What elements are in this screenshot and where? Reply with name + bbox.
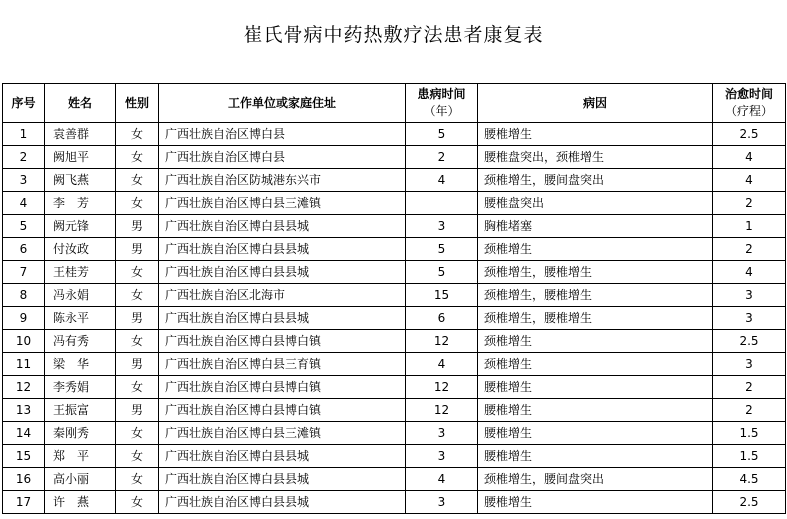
table-row bbox=[3, 353, 786, 376]
row-index: 16 bbox=[3, 468, 45, 491]
row-duration: 12 bbox=[406, 399, 478, 422]
row-name: 梁 华 bbox=[45, 353, 116, 376]
row-index: 2 bbox=[3, 146, 45, 169]
row-gender: 女 bbox=[116, 123, 159, 146]
row-index: 10 bbox=[3, 330, 45, 353]
row-name: 郑 平 bbox=[45, 445, 116, 468]
row-duration: 4 bbox=[406, 468, 478, 491]
row-address: 广西壮族自治区博白县县城 bbox=[159, 261, 406, 284]
row-address: 广西壮族自治区博白县县城 bbox=[159, 307, 406, 330]
row-duration bbox=[406, 192, 478, 215]
row-name: 袁善群 bbox=[45, 123, 116, 146]
row-address: 广西壮族自治区博白县县城 bbox=[159, 468, 406, 491]
row-index: 3 bbox=[3, 169, 45, 192]
patient-table bbox=[2, 83, 786, 514]
row-cure: 3 bbox=[713, 353, 786, 376]
row-index: 8 bbox=[3, 284, 45, 307]
row-duration: 4 bbox=[406, 353, 478, 376]
row-address: 广西壮族自治区博白县县城 bbox=[159, 238, 406, 261]
row-cause: 颈椎增生，腰间盘突出 bbox=[478, 169, 713, 192]
row-gender: 男 bbox=[116, 399, 159, 422]
row-duration: 2 bbox=[406, 146, 478, 169]
header-index: 序号 bbox=[3, 84, 45, 123]
table-row bbox=[3, 284, 786, 307]
row-index: 17 bbox=[3, 491, 45, 514]
row-gender: 女 bbox=[116, 491, 159, 514]
row-address: 广西壮族自治区博白县博白镇 bbox=[159, 399, 406, 422]
row-address: 广西壮族自治区博白县县城 bbox=[159, 215, 406, 238]
row-name: 王振富 bbox=[45, 399, 116, 422]
row-cure: 2 bbox=[713, 238, 786, 261]
header-address: 工作单位或家庭住址 bbox=[159, 84, 406, 123]
row-name: 王桂芳 bbox=[45, 261, 116, 284]
row-name: 冯永娟 bbox=[45, 284, 116, 307]
row-cause: 颈椎增生 bbox=[478, 330, 713, 353]
row-cause: 腰椎增生 bbox=[478, 376, 713, 399]
row-name: 高小丽 bbox=[45, 468, 116, 491]
table-row bbox=[3, 169, 786, 192]
row-cure: 4 bbox=[713, 261, 786, 284]
row-duration: 12 bbox=[406, 376, 478, 399]
row-gender: 女 bbox=[116, 445, 159, 468]
table-row bbox=[3, 376, 786, 399]
row-name: 冯有秀 bbox=[45, 330, 116, 353]
row-duration: 12 bbox=[406, 330, 478, 353]
row-index: 11 bbox=[3, 353, 45, 376]
table-row bbox=[3, 445, 786, 468]
row-cause: 腰椎增生 bbox=[478, 422, 713, 445]
row-gender: 女 bbox=[116, 376, 159, 399]
header-cause: 病因 bbox=[478, 84, 713, 123]
row-gender: 男 bbox=[116, 215, 159, 238]
table-row bbox=[3, 422, 786, 445]
row-address: 广西壮族自治区防城港东兴市 bbox=[159, 169, 406, 192]
row-address: 广西壮族自治区博白县三滩镇 bbox=[159, 192, 406, 215]
row-address: 广西壮族自治区博白县三滩镇 bbox=[159, 422, 406, 445]
table-row bbox=[3, 261, 786, 284]
row-name: 付汝政 bbox=[45, 238, 116, 261]
row-gender: 女 bbox=[116, 261, 159, 284]
row-name: 许 燕 bbox=[45, 491, 116, 514]
header-duration-label: 患病时间 bbox=[417, 87, 466, 101]
row-cause: 腰椎盘突出 bbox=[478, 192, 713, 215]
row-cause: 腰椎增生 bbox=[478, 123, 713, 146]
row-duration: 3 bbox=[406, 215, 478, 238]
row-duration: 5 bbox=[406, 123, 478, 146]
row-name: 阙旭平 bbox=[45, 146, 116, 169]
row-cause: 腰椎增生 bbox=[478, 445, 713, 468]
row-cause: 颈椎增生，腰椎增生 bbox=[478, 261, 713, 284]
table-row bbox=[3, 307, 786, 330]
row-cause: 颈椎增生，腰椎增生 bbox=[478, 284, 713, 307]
row-index: 12 bbox=[3, 376, 45, 399]
row-cure: 2.5 bbox=[713, 123, 786, 146]
row-cure: 2 bbox=[713, 376, 786, 399]
row-cure: 3 bbox=[713, 307, 786, 330]
table-row bbox=[3, 468, 786, 491]
row-index: 4 bbox=[3, 192, 45, 215]
row-index: 7 bbox=[3, 261, 45, 284]
row-cause: 腰椎增生 bbox=[478, 491, 713, 514]
row-cure: 4 bbox=[713, 169, 786, 192]
row-name: 李 芳 bbox=[45, 192, 116, 215]
row-cause: 颈椎增生，腰椎增生 bbox=[478, 307, 713, 330]
header-cure-label: 治愈时间 bbox=[724, 87, 773, 101]
row-gender: 男 bbox=[116, 238, 159, 261]
row-cure: 1 bbox=[713, 215, 786, 238]
row-gender: 女 bbox=[116, 284, 159, 307]
row-cure: 4 bbox=[713, 146, 786, 169]
row-duration: 5 bbox=[406, 238, 478, 261]
row-gender: 男 bbox=[116, 353, 159, 376]
header-cure-unit: （疗程） bbox=[724, 104, 773, 118]
row-address: 广西壮族自治区博白县县城 bbox=[159, 445, 406, 468]
table-row bbox=[3, 238, 786, 261]
row-duration: 15 bbox=[406, 284, 478, 307]
header-duration bbox=[406, 84, 478, 123]
row-name: 李秀娟 bbox=[45, 376, 116, 399]
row-gender: 女 bbox=[116, 330, 159, 353]
row-duration: 3 bbox=[406, 491, 478, 514]
row-name: 阙元锋 bbox=[45, 215, 116, 238]
row-gender: 女 bbox=[116, 422, 159, 445]
row-duration: 3 bbox=[406, 422, 478, 445]
row-address: 广西壮族自治区博白县 bbox=[159, 123, 406, 146]
row-gender: 男 bbox=[116, 307, 159, 330]
table-header-row bbox=[3, 84, 786, 123]
row-duration: 6 bbox=[406, 307, 478, 330]
row-cause: 胸椎堵塞 bbox=[478, 215, 713, 238]
table-row bbox=[3, 491, 786, 514]
row-cause: 腰椎盘突出，颈椎增生 bbox=[478, 146, 713, 169]
row-cure: 2 bbox=[713, 399, 786, 422]
page-title: 崔氏骨病中药热敷疗法患者康复表 bbox=[243, 24, 544, 46]
row-index: 14 bbox=[3, 422, 45, 445]
row-cause: 颈椎增生 bbox=[478, 238, 713, 261]
table-row bbox=[3, 330, 786, 353]
row-gender: 女 bbox=[116, 468, 159, 491]
row-address: 广西壮族自治区博白县博白镇 bbox=[159, 330, 406, 353]
row-address: 广西壮族自治区博白县县城 bbox=[159, 491, 406, 514]
row-duration: 5 bbox=[406, 261, 478, 284]
table-row bbox=[3, 399, 786, 422]
row-name: 陈永平 bbox=[45, 307, 116, 330]
row-address: 广西壮族自治区博白县 bbox=[159, 146, 406, 169]
row-cure: 1.5 bbox=[713, 422, 786, 445]
row-cure: 2.5 bbox=[713, 491, 786, 514]
row-cure: 3 bbox=[713, 284, 786, 307]
row-duration: 3 bbox=[406, 445, 478, 468]
row-address: 广西壮族自治区北海市 bbox=[159, 284, 406, 307]
row-address: 广西壮族自治区博白县三育镇 bbox=[159, 353, 406, 376]
table-row bbox=[3, 215, 786, 238]
row-cause: 颈椎增生，腰间盘突出 bbox=[478, 468, 713, 491]
row-gender: 女 bbox=[116, 146, 159, 169]
row-cause: 颈椎增生 bbox=[478, 353, 713, 376]
row-name: 秦刚秀 bbox=[45, 422, 116, 445]
row-index: 1 bbox=[3, 123, 45, 146]
row-index: 13 bbox=[3, 399, 45, 422]
row-index: 6 bbox=[3, 238, 45, 261]
table-row bbox=[3, 123, 786, 146]
row-cause: 腰椎增生 bbox=[478, 399, 713, 422]
table-row bbox=[3, 146, 786, 169]
row-cure: 2 bbox=[713, 192, 786, 215]
header-name: 姓名 bbox=[45, 84, 116, 123]
row-index: 5 bbox=[3, 215, 45, 238]
row-cure: 4.5 bbox=[713, 468, 786, 491]
row-duration: 4 bbox=[406, 169, 478, 192]
row-gender: 女 bbox=[116, 192, 159, 215]
header-cure bbox=[713, 84, 786, 123]
header-duration-unit: （年） bbox=[423, 104, 460, 118]
header-gender: 性别 bbox=[116, 84, 159, 123]
row-gender: 女 bbox=[116, 169, 159, 192]
row-cure: 1.5 bbox=[713, 445, 786, 468]
row-name: 阙飞燕 bbox=[45, 169, 116, 192]
row-address: 广西壮族自治区博白县博白镇 bbox=[159, 376, 406, 399]
table-row bbox=[3, 192, 786, 215]
row-cure: 2.5 bbox=[713, 330, 786, 353]
row-index: 9 bbox=[3, 307, 45, 330]
row-index: 15 bbox=[3, 445, 45, 468]
